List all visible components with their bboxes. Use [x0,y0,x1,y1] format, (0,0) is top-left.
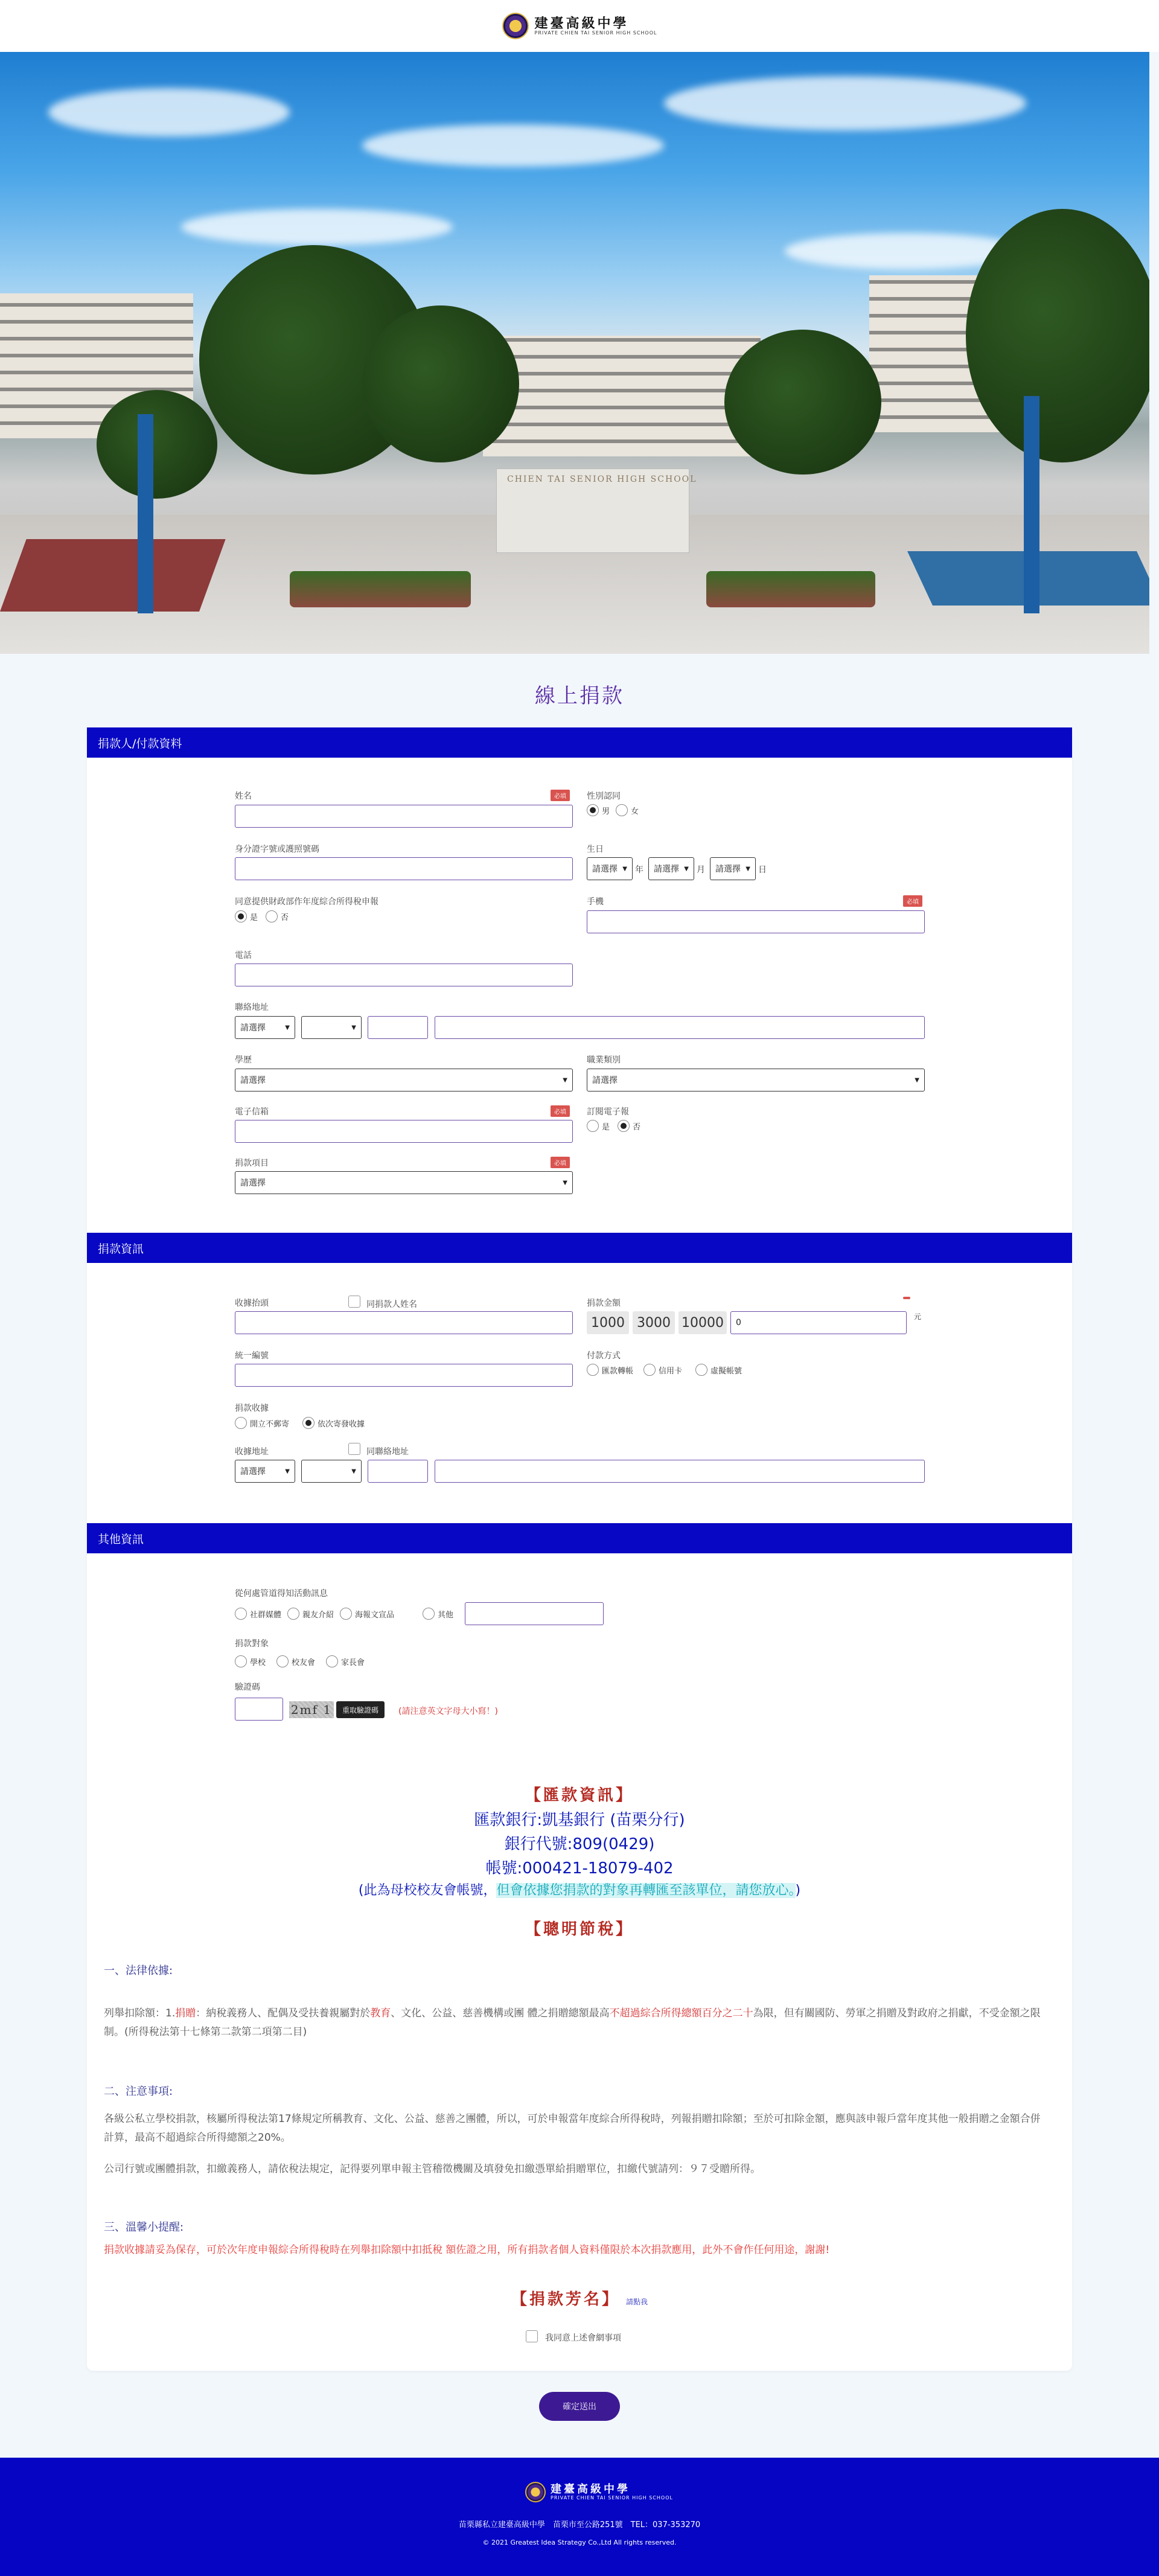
same-as-donor-label: 同捐款人姓名 [366,1300,417,1309]
section-other-header: 其他資訊 [87,1523,1072,1553]
mobile-label: 手機 [587,897,604,907]
epaper-no-radio[interactable]: 否 [618,1120,640,1132]
page-title: 線上捐款 [535,684,624,708]
source-other-radio[interactable]: 其他 [423,1608,453,1620]
reminder-text: 捐款收據請妥為保存，可於次年度申報綜合所得稅時在列舉扣除額中扣抵稅 額佐證之用，所有捐款者個人資料僅限於本次捐款應用，此外不會作任何用途，謝謝! [104,2244,830,2256]
amount-preset-3000[interactable]: 3000 [633,1311,675,1334]
id-input[interactable] [235,857,573,880]
target-school-radio[interactable]: 學校 [235,1655,266,1667]
naming-title: 【捐款芳名】 [511,2290,620,2309]
top-bar [0,0,1159,52]
agree-checkbox[interactable] [526,2330,538,2342]
logo-subtitle: PRIVATE CHIEN TAI SENIOR HIGH SCHOOL [534,30,657,36]
captcha-refresh-button[interactable]: 重取驗證碼 [336,1701,385,1718]
footer-logo[interactable] [525,2482,673,2502]
footer-address: 苗栗縣私立建臺高級中學 苗栗市至公路251號 TEL：037-353270 [458,2520,701,2530]
captcha-label: 驗證碼 [235,1683,260,1692]
captcha-note: (請注意英文字母大小寫！) [398,1707,498,1716]
hero-banner [0,52,1149,654]
birth-year-select[interactable]: 請選擇 ▼ [587,857,633,880]
tax-id-label: 統一編號 [235,1351,269,1361]
receipt-zip-input[interactable] [368,1460,428,1483]
address-label: 聯絡地址 [235,1003,269,1012]
payment-virtual-radio[interactable]: 虛擬帳號 [695,1364,742,1376]
address-street-input[interactable] [435,1016,925,1039]
year-unit: 年 [635,865,643,875]
site-logo[interactable] [502,13,657,39]
mobile-input[interactable] [587,910,925,933]
address-district-select[interactable]: ▼ [301,1016,362,1039]
school-emblem-icon [502,13,529,39]
tax-no-radio[interactable]: 否 [266,910,289,922]
receipt-no-mail-radio[interactable]: 開立不郵寄 [235,1417,289,1429]
receipt-label: 捐款收據 [235,1404,269,1413]
gender-male-radio[interactable]: 男 [587,804,610,816]
gender-female-radio[interactable]: 女 [616,804,639,816]
footer-logo-title: 建臺高級中學 [551,2482,630,2496]
email-label: 電子信箱 [235,1107,269,1117]
required-badge: 必填 [903,895,922,907]
required-badge [903,1297,910,1299]
receipt-title-label: 收據抬頭 [235,1299,269,1308]
donation-item-label: 捐款項目 [235,1159,269,1168]
notes-text-2: 公司行號或團體捐款，扣繳義務人，請依稅法規定，記得要列單申報主管稽徵機關及填發免扣繳憑單給捐贈單位，扣繳代號請列：９７受贈所得。 [104,2163,761,2175]
source-other-input[interactable] [465,1602,604,1625]
receipt-address-label: 收據地址 [235,1447,269,1457]
amount-preset-1000[interactable]: 1000 [587,1311,629,1334]
remit-code: 銀行代號:809(0429) [504,1835,655,1853]
agree-label: 我同意上述會網事項 [545,2333,621,2343]
day-unit: 日 [758,865,767,875]
section-donation-header: 捐款資訊 [87,1233,1072,1263]
same-as-contact-checkbox[interactable] [348,1443,360,1455]
required-badge: 必填 [551,790,570,801]
notes-heading: 二、注意事項: [104,2085,173,2098]
name-input[interactable] [235,805,573,828]
payment-credit-radio[interactable]: 信用卡 [643,1364,682,1376]
captcha-input[interactable] [235,1698,283,1721]
logo-title: 建臺高級中學 [534,15,629,31]
legal-basis-text: 列舉扣除額：1.捐贈：納稅義務人、配偶及受扶養親屬對於教育、文化、公益、慈善機構或團 體之捐贈總額最高不超過綜合所得總額百分之二十為限，但有關國防、勞軍之捐贈及對政府之捐獻，不受金額之限制。(所得稅法第十七條第二款第二項第二目) [104,2007,1041,2038]
source-label: 從何處管道得知活動訊息 [235,1589,328,1599]
birth-day-select[interactable]: 請選擇 ▼ [710,857,756,880]
footer-copyright: © 2021 Greatest Idea Strategy Co.,Ltd All rights reserved. [482,2539,677,2546]
footer-logo-subtitle: PRIVATE CHIEN TAI SENIOR HIGH SCHOOL [551,2495,673,2501]
legal-basis-heading: 一、法律依據: [104,1964,173,1977]
remit-account: 帳號:000421-18079-402 [485,1859,674,1878]
birthday-label: 生日 [587,845,604,854]
source-friend-radio[interactable]: 親友介紹 [287,1608,334,1620]
education-label: 學歷 [235,1055,252,1065]
section-donor-header: 捐款人/付款資料 [87,727,1072,758]
amount-input[interactable]: 0 [730,1311,907,1334]
epaper-yes-radio[interactable]: 是 [587,1120,610,1132]
same-as-donor-checkbox[interactable] [348,1296,360,1308]
tax-consent-label: 同意提供財政部作年度綜合所得稅申報 [235,897,378,907]
phone-label: 電話 [235,951,252,960]
same-as-contact-label: 同聯絡地址 [366,1447,409,1457]
phone-input[interactable] [235,964,573,986]
amount-label: 捐款金額 [587,1299,621,1308]
currency-unit: 元 [914,1312,922,1321]
payment-label: 付款方式 [587,1351,621,1361]
epaper-label: 訂閱電子報 [587,1107,629,1117]
id-label: 身分證字號或護照號碼 [235,845,319,854]
remit-title: 【匯款資訊】 [525,1786,634,1804]
occupation-label: 職業類別 [587,1055,621,1065]
month-unit: 月 [697,865,705,875]
education-select[interactable]: 請選擇 ▼ [235,1069,573,1091]
receipt-title-input[interactable] [235,1311,573,1334]
required-badge: 必填 [551,1157,570,1168]
receipt-city-select[interactable]: 請選擇 ▼ [235,1460,295,1483]
tax-yes-radio[interactable]: 是 [235,910,258,922]
reminder-heading: 三、溫馨小提醒: [104,2221,184,2234]
donation-item-select[interactable]: 請選擇 ▼ [235,1171,573,1194]
amount-preset-10000[interactable]: 10000 [678,1311,727,1334]
monument-text: CHIEN TAI SENIOR HIGH SCHOOL [507,475,697,484]
source-poster-radio[interactable]: 海報文宣品 [340,1608,394,1620]
receipt-mail-radio[interactable]: 依次寄發收據 [302,1417,365,1429]
footer [0,2458,1159,2576]
target-alumni-radio[interactable]: 校友會 [276,1655,315,1667]
address-city-select[interactable]: 請選擇 ▼ [235,1016,295,1039]
receipt-district-select[interactable]: ▼ [301,1460,362,1483]
birth-month-select[interactable]: 請選擇 ▼ [648,857,694,880]
notes-text-1: 各級公私立學校捐款，核屬所得稅法第17條規定所稱教育、文化、公益、慈善之團體，所以，可於申報當年度綜合所得稅時，列報捐贈扣除額；至於可扣除金額，應與該申報戶當年度其他一般捐贈之金額合併計算，最高不超過綜合所得總額之20%。 [104,2113,1041,2144]
submit-button[interactable]: 確定送出 [539,2392,620,2421]
tax-id-input[interactable] [235,1364,573,1387]
target-label: 捐款對象 [235,1639,269,1649]
address-zip-input[interactable] [368,1016,428,1039]
occupation-select[interactable]: 請選擇 ▼ [587,1069,925,1091]
target-parents-radio[interactable]: 家長會 [326,1655,365,1667]
name-label: 姓名 [235,791,252,801]
school-emblem-icon [525,2482,546,2502]
required-badge: 必填 [551,1105,570,1117]
tax-section-title: 【聰明節稅】 [525,1920,634,1938]
remit-note: (此為母校校友會帳號，但會依據您捐款的對象再轉匯至該單位，請您放心。) [358,1883,801,1898]
payment-transfer-radio[interactable]: 匯款轉帳 [587,1364,633,1376]
gender-label: 性別認同 [587,791,621,801]
captcha-image: 2mf 1 [289,1701,334,1718]
receipt-street-input[interactable] [435,1460,925,1483]
email-input[interactable] [235,1120,573,1143]
remit-bank: 匯款銀行:凱基銀行 (苗栗分行) [474,1811,685,1829]
naming-link[interactable]: 請點我 [626,2298,648,2306]
naming-title-row [0,2287,1159,2309]
source-social-radio[interactable]: 社群媒體 [235,1608,281,1620]
